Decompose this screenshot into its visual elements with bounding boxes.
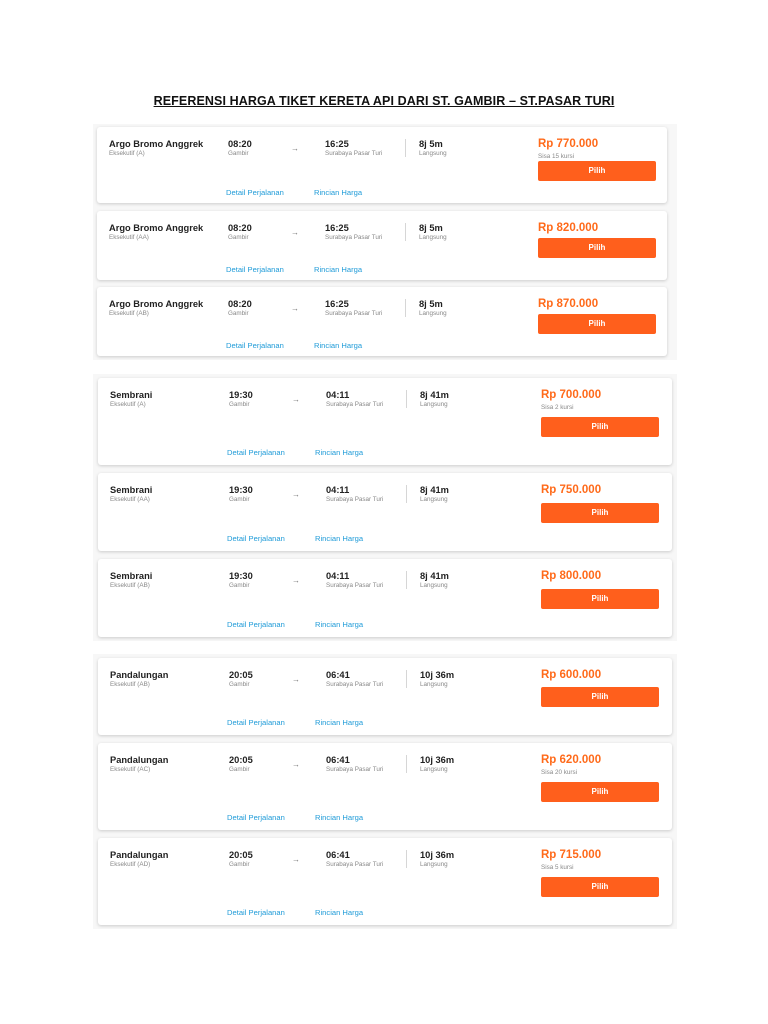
trip-type: Langsung <box>420 681 448 688</box>
seats-left: Sisa 2 kursi <box>541 404 574 411</box>
ticket-price: Rp 700.000 <box>541 389 602 401</box>
arrival-station: Surabaya Pasar Turi <box>326 496 384 503</box>
trip-duration: 8j 5m <box>419 299 443 309</box>
arrival-time: 06:41 <box>326 755 350 765</box>
arrow-right-icon: → <box>292 395 300 404</box>
trip-detail-link[interactable]: Detail Perjalanan <box>227 718 285 727</box>
departure-station: Gambir <box>229 766 250 773</box>
trip-type: Langsung <box>420 496 448 503</box>
train-name: Sembrani <box>110 390 153 400</box>
trip-duration: 8j 41m <box>420 390 449 400</box>
trip-card <box>97 211 667 280</box>
trip-detail-link[interactable]: Detail Perjalanan <box>227 908 285 917</box>
trip-duration: 10j 36m <box>420 670 455 680</box>
trip-detail-link[interactable]: Detail Perjalanan <box>227 448 285 457</box>
divider <box>406 755 407 773</box>
departure-station: Gambir <box>229 861 250 868</box>
trip-card <box>97 127 667 203</box>
price-detail-link[interactable]: Rincian Harga <box>315 813 364 822</box>
train-class: Eksekutif (AB) <box>110 681 150 688</box>
arrival-station: Surabaya Pasar Turi <box>326 766 384 773</box>
departure-station: Gambir <box>229 496 250 503</box>
trip-duration: 8j 41m <box>420 485 449 495</box>
seats-left: Sisa 20 kursi <box>541 769 578 776</box>
price-detail-link[interactable]: Rincian Harga <box>314 188 363 197</box>
select-button[interactable]: Pilih <box>541 503 659 523</box>
departure-time: 19:30 <box>229 485 253 495</box>
trip-detail-link[interactable]: Detail Perjalanan <box>226 265 284 274</box>
seats-left: Sisa 15 kursi <box>538 153 575 160</box>
departure-station: Gambir <box>228 150 249 157</box>
arrival-time: 06:41 <box>326 850 350 860</box>
trip-type: Langsung <box>420 401 448 408</box>
price-detail-link[interactable]: Rincian Harga <box>315 718 364 727</box>
departure-time: 08:20 <box>228 223 252 233</box>
train-class: Eksekutif (AB) <box>109 310 149 317</box>
trip-detail-link[interactable]: Detail Perjalanan <box>226 341 284 350</box>
arrival-station: Surabaya Pasar Turi <box>326 401 384 408</box>
trip-duration: 8j 41m <box>420 571 449 581</box>
departure-station: Gambir <box>229 681 250 688</box>
train-class: Eksekutif (AA) <box>110 496 150 503</box>
divider <box>406 571 407 589</box>
trip-type: Langsung <box>419 150 447 157</box>
train-name: Pandalungan <box>110 850 169 860</box>
arrival-station: Surabaya Pasar Turi <box>326 681 384 688</box>
arrow-right-icon: → <box>292 675 300 684</box>
price-detail-link[interactable]: Rincian Harga <box>315 534 364 543</box>
train-class: Eksekutif (AD) <box>110 861 151 868</box>
divider <box>406 670 407 688</box>
select-button[interactable]: Pilih <box>541 589 659 609</box>
arrow-right-icon: → <box>291 144 299 153</box>
arrival-station: Surabaya Pasar Turi <box>325 150 383 157</box>
ticket-price: Rp 800.000 <box>541 570 602 582</box>
arrival-time: 06:41 <box>326 670 350 680</box>
arrival-time: 16:25 <box>325 139 349 149</box>
trip-duration: 10j 36m <box>420 755 455 765</box>
price-detail-link[interactable]: Rincian Harga <box>315 908 364 917</box>
trip-detail-link[interactable]: Detail Perjalanan <box>227 813 285 822</box>
departure-time: 20:05 <box>229 670 253 680</box>
ticket-price: Rp 715.000 <box>541 849 602 861</box>
departure-time: 08:20 <box>228 139 252 149</box>
ticket-price: Rp 820.000 <box>538 222 599 234</box>
train-class: Eksekutif (AB) <box>110 582 150 589</box>
departure-station: Gambir <box>228 234 249 241</box>
trip-detail-link[interactable]: Detail Perjalanan <box>226 188 284 197</box>
train-name: Argo Bromo Anggrek <box>109 139 204 149</box>
departure-station: Gambir <box>229 401 250 408</box>
trip-detail-link[interactable]: Detail Perjalanan <box>227 534 285 543</box>
trip-card <box>98 378 672 465</box>
select-button[interactable]: Pilih <box>538 161 656 181</box>
trip-type: Langsung <box>420 582 448 589</box>
arrow-right-icon: → <box>291 228 299 237</box>
departure-station: Gambir <box>229 582 250 589</box>
trip-type: Langsung <box>419 234 447 241</box>
departure-time: 08:20 <box>228 299 252 309</box>
arrival-time: 04:11 <box>326 485 350 495</box>
trip-card <box>98 658 672 735</box>
arrival-time: 04:11 <box>326 571 350 581</box>
train-name: Argo Bromo Anggrek <box>109 299 204 309</box>
trip-type: Langsung <box>420 766 448 773</box>
train-class: Eksekutif (A) <box>109 150 145 157</box>
arrival-time: 16:25 <box>325 223 349 233</box>
train-name: Pandalungan <box>110 670 169 680</box>
price-detail-link[interactable]: Rincian Harga <box>314 341 363 350</box>
ticket-price: Rp 870.000 <box>538 298 599 310</box>
train-class: Eksekutif (AC) <box>110 766 151 773</box>
departure-time: 19:30 <box>229 571 253 581</box>
departure-station: Gambir <box>228 310 249 317</box>
price-detail-link[interactable]: Rincian Harga <box>314 265 363 274</box>
train-name: Sembrani <box>110 571 153 581</box>
arrow-right-icon: → <box>292 760 300 769</box>
trip-duration: 8j 5m <box>419 223 443 233</box>
departure-time: 20:05 <box>229 850 253 860</box>
arrow-right-icon: → <box>291 304 299 313</box>
train-name: Argo Bromo Anggrek <box>109 223 204 233</box>
trip-card <box>97 287 667 356</box>
document-title: REFERENSI HARGA TIKET KERETA API DARI ST. GAMBIR – ST.PASAR TURI <box>153 94 615 108</box>
arrow-right-icon: → <box>292 576 300 585</box>
ticket-price: Rp 770.000 <box>538 138 599 150</box>
arrow-right-icon: → <box>292 490 300 499</box>
trip-duration: 8j 5m <box>419 139 443 149</box>
trip-card <box>98 838 672 925</box>
divider <box>405 223 406 241</box>
ticket-price: Rp 620.000 <box>541 754 602 766</box>
train-class: Eksekutif (AA) <box>109 234 149 241</box>
divider <box>406 485 407 503</box>
price-detail-link[interactable]: Rincian Harga <box>315 620 364 629</box>
trip-card <box>98 559 672 637</box>
divider <box>405 139 406 157</box>
select-button[interactable]: Pilih <box>541 877 659 897</box>
train-name: Sembrani <box>110 485 153 495</box>
select-button[interactable]: Pilih <box>538 238 656 258</box>
trip-card <box>98 473 672 551</box>
arrival-time: 04:11 <box>326 390 350 400</box>
trip-card <box>98 743 672 830</box>
departure-time: 19:30 <box>229 390 253 400</box>
train-name: Pandalungan <box>110 755 169 765</box>
select-button[interactable]: Pilih <box>541 687 659 707</box>
seats-left: Sisa 5 kursi <box>541 864 574 871</box>
trip-duration: 10j 36m <box>420 850 455 860</box>
arrival-time: 16:25 <box>325 299 349 309</box>
arrival-station: Surabaya Pasar Turi <box>325 234 383 241</box>
arrival-station: Surabaya Pasar Turi <box>326 582 384 589</box>
ticket-price: Rp 600.000 <box>541 669 602 681</box>
trip-type: Langsung <box>420 861 448 868</box>
price-detail-link[interactable]: Rincian Harga <box>315 448 364 457</box>
divider <box>406 850 407 868</box>
train-class: Eksekutif (A) <box>110 401 146 408</box>
arrival-station: Surabaya Pasar Turi <box>326 861 384 868</box>
select-button[interactable]: Pilih <box>541 782 659 802</box>
ticket-price: Rp 750.000 <box>541 484 602 496</box>
select-button[interactable]: Pilih <box>538 314 656 334</box>
trip-detail-link[interactable]: Detail Perjalanan <box>227 620 285 629</box>
divider <box>406 390 407 408</box>
trip-type: Langsung <box>419 310 447 317</box>
arrow-right-icon: → <box>292 855 300 864</box>
select-button[interactable]: Pilih <box>541 417 659 437</box>
divider <box>405 299 406 317</box>
arrival-station: Surabaya Pasar Turi <box>325 310 383 317</box>
departure-time: 20:05 <box>229 755 253 765</box>
